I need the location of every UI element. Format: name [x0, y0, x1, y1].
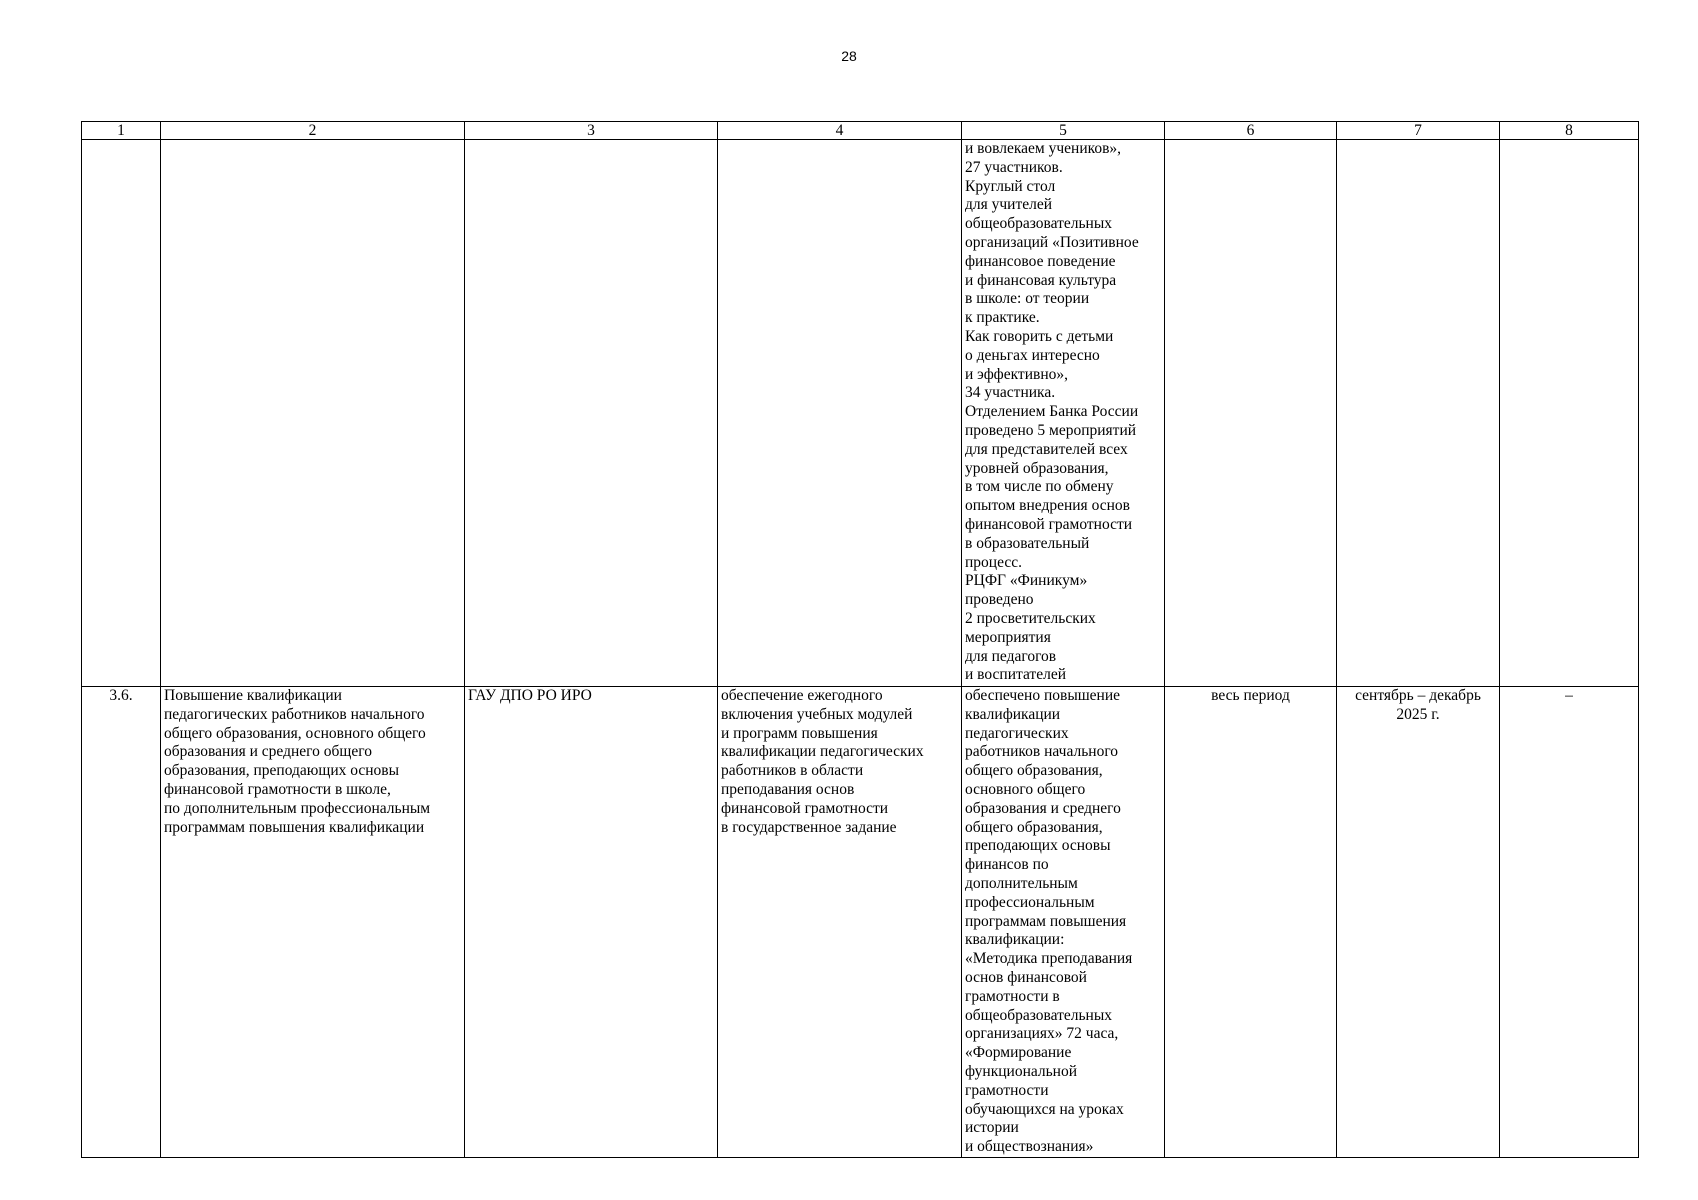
column-header: 7 — [1337, 122, 1500, 140]
table-row — [82, 687, 1639, 1158]
column-header: 6 — [1165, 122, 1337, 140]
cell-planned-period — [1165, 687, 1337, 1158]
cell-text-line: 3.6. — [109, 687, 133, 704]
cell-actual-result — [962, 687, 1165, 1158]
table-row-continued — [82, 140, 1639, 687]
page-number: 28 — [841, 48, 857, 64]
cell-text-line: для представителей всех — [965, 440, 1128, 458]
cell-text-line: проведено — [965, 591, 1034, 609]
cell-text-line: для педагогов — [965, 647, 1057, 665]
cell-text-line: обеспечение ежегодного — [721, 687, 883, 704]
cell-text-line: Повышение квалификации — [164, 687, 342, 704]
cell-planned-period — [1165, 140, 1337, 687]
cell-responsible — [465, 140, 718, 687]
header-row — [82, 122, 1639, 140]
cell-text-line: квалификации педагогических — [721, 743, 924, 761]
cell-text-line: РЦФГ «Финикум» — [965, 572, 1088, 590]
column-header: 8 — [1500, 122, 1639, 140]
column-header: 1 — [82, 122, 161, 140]
cell-text-line: и программ повышения — [721, 724, 878, 742]
cell-text-line: финансов по — [965, 856, 1049, 874]
cell-text-line: опытом внедрения основ — [965, 497, 1130, 515]
cell-text-line: проведено 5 мероприятий — [965, 421, 1137, 439]
cell-actual-period — [1337, 140, 1500, 687]
cell-text-line: преподающих основы — [965, 837, 1111, 855]
cell-text-line: общеобразовательных — [965, 1006, 1113, 1024]
cell-activity — [161, 687, 465, 1158]
cell-text-line: включения учебных модулей — [721, 705, 913, 723]
cell-text-line: сентябрь – декабрь — [1355, 687, 1481, 704]
cell-text-line: обучающихся на уроках — [965, 1100, 1124, 1118]
cell-text-line: о деньгах интересно — [965, 346, 1100, 364]
cell-text-line: «Методика преподавания — [965, 950, 1133, 968]
cell-text-line: общего образования, основного общего — [164, 724, 426, 742]
cell-text-line: квалификации — [965, 705, 1061, 723]
cell-text-line: общего образования, — [965, 818, 1103, 836]
cell-text-line: общего образования, — [965, 762, 1103, 780]
cell-text-line: в том числе по обмену — [965, 478, 1114, 496]
cell-text-line: квалификации: — [965, 931, 1065, 949]
cell-text-line: для учителей — [965, 196, 1053, 214]
column-header: 2 — [161, 122, 465, 140]
cell-text-line: основ финансовой — [965, 968, 1087, 986]
cell-text-line: обеспечено повышение — [965, 687, 1121, 704]
cell-text-line: 2025 г. — [1396, 705, 1440, 723]
cell-text-line: мероприятия — [965, 628, 1051, 646]
cell-text-line: и вовлекаем учеников», — [965, 140, 1122, 157]
cell-text-line: 2 просветительских — [965, 609, 1096, 627]
cell-notes — [1500, 140, 1639, 687]
cell-text-line: программам повышения — [965, 912, 1127, 930]
cell-text-line: финансовой грамотности в школе, — [164, 780, 391, 798]
cell-text-line: истории — [965, 1119, 1019, 1137]
cell-text-line: основного общего — [965, 780, 1086, 798]
cell-text-line: работников начального — [965, 743, 1119, 761]
column-header: 5 — [962, 122, 1165, 140]
cell-text-line: грамотности — [965, 1081, 1049, 1099]
cell-text-line: грамотности в — [965, 987, 1060, 1005]
cell-actual-period — [1337, 687, 1500, 1158]
cell-text-line: весь период — [1211, 687, 1290, 704]
cell-text-line: уровней образования, — [965, 459, 1109, 477]
column-header: 3 — [465, 122, 718, 140]
cell-text-line: в образовательный — [965, 534, 1090, 552]
cell-text-line: работников в области — [721, 762, 864, 780]
cell-number — [82, 140, 161, 687]
cell-text-line: в государственное задание — [721, 818, 897, 836]
cell-text-line: ГАУ ДПО РО ИРО — [468, 687, 592, 704]
cell-text-line: образования и среднего общего — [164, 743, 372, 761]
cell-actual-result — [962, 140, 1165, 687]
cell-text-line: педагогических работников начального — [164, 705, 425, 723]
cell-text-line: и эффективно», — [965, 365, 1068, 383]
cell-text-line: 27 участников. — [965, 158, 1063, 176]
cell-text-line: по дополнительным профессиональным — [164, 799, 431, 817]
cell-text-line: профессиональным — [965, 893, 1095, 911]
cell-text-line: к практике. — [965, 309, 1040, 327]
plan-table — [81, 121, 1639, 1158]
cell-expected-result — [718, 687, 962, 1158]
cell-text-line: «Формирование — [965, 1044, 1072, 1062]
cell-text-line: организаций «Позитивное — [965, 233, 1139, 251]
cell-text-line: и обществознания» — [965, 1138, 1094, 1156]
cell-text-line: финансовое поведение — [965, 252, 1116, 270]
cell-notes — [1500, 687, 1639, 1158]
cell-activity — [161, 140, 465, 687]
cell-text-line: и финансовая культура — [965, 271, 1117, 289]
cell-text-line: и воспитателей — [965, 666, 1066, 684]
cell-text-line: Круглый стол — [965, 177, 1056, 195]
cell-text-line: функциональной — [965, 1062, 1078, 1080]
cell-text-line: в школе: от теории — [965, 290, 1090, 308]
cell-number — [82, 687, 161, 1158]
cell-text-line: организациях» 72 часа, — [965, 1025, 1119, 1043]
cell-text-line: финансовой грамотности — [965, 515, 1133, 533]
cell-text-line: преподавания основ — [721, 780, 855, 798]
cell-text-line: дополнительным — [965, 874, 1078, 892]
cell-text-line: образования, преподающих основы — [164, 762, 400, 780]
cell-text-line: программам повышения квалификации — [164, 818, 425, 836]
cell-text-line: образования и среднего — [965, 799, 1121, 817]
cell-text-line: Как говорить с детьми — [965, 327, 1114, 345]
cell-text-line: финансовой грамотности — [721, 799, 889, 817]
cell-expected-result — [718, 140, 962, 687]
cell-text-line: – — [1565, 687, 1573, 704]
cell-text-line: педагогических — [965, 724, 1069, 742]
cell-text-line: процесс. — [965, 553, 1022, 571]
cell-text-line: общеобразовательных — [965, 215, 1113, 233]
cell-responsible — [465, 687, 718, 1158]
cell-text-line: Отделением Банка России — [965, 403, 1139, 421]
cell-text-line: 34 участника. — [965, 384, 1056, 402]
column-header: 4 — [718, 122, 962, 140]
